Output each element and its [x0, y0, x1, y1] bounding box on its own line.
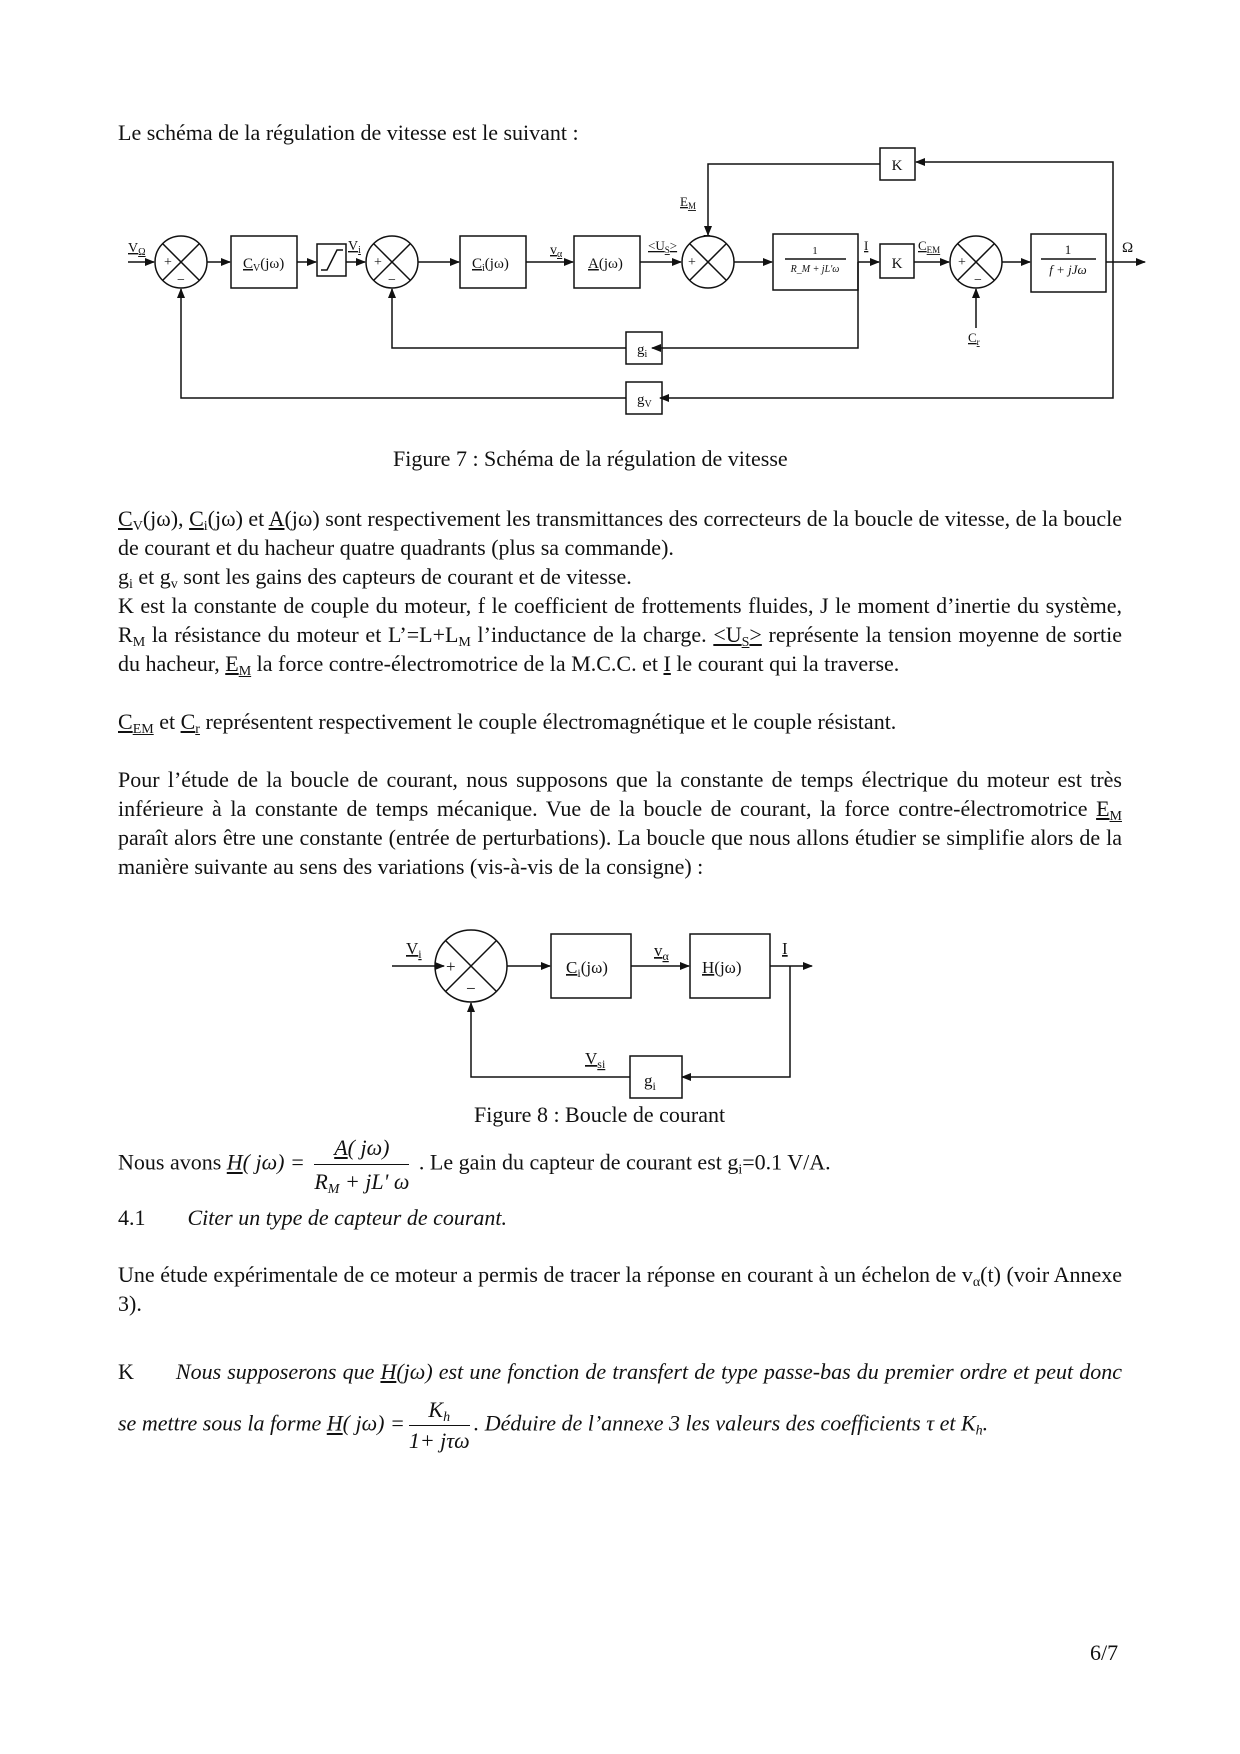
equation-h-definition: Nous avons H( jω) = $\frac{A( j\omega)}{R_M + jL' \omega}$ . Le gain du capteur de courant est $g_i=0.1$ V/A.: [118, 1135, 831, 1197]
fig8-summer: [435, 930, 507, 1002]
fig7-cr-label: $C_r$: [968, 330, 980, 347]
fig7-us-label: $<U_S>$: [648, 238, 678, 255]
k-feedback-label: K: [891, 158, 903, 174]
fig8-ci-label: $C_i(j\omega)$: [566, 958, 608, 980]
fig7-valpha-label: $v_\alpha$: [550, 243, 563, 260]
minus-sign: −: [974, 273, 982, 288]
fig7-cv-label: $C_V(j\omega)$: [243, 256, 285, 274]
ci-block: [460, 236, 526, 288]
minus-sign: −: [388, 273, 396, 288]
a-block: [574, 236, 640, 288]
fig7-omega-label: Ω: [1122, 240, 1134, 256]
fig8-gi-block: [630, 1056, 682, 1098]
paragraph-torques: $C_{EM}$ et $C_r$ représentent respectivement le couple électromagnétique et le couple résistant.: [118, 709, 897, 737]
k-feedback-block: [880, 148, 915, 180]
plus-sign: +: [446, 957, 456, 976]
fig7-em-label: $E_M$: [680, 194, 696, 211]
summer-speed: [155, 236, 207, 288]
fig7-input-label: $V_\Omega$: [128, 241, 146, 258]
eq2-fraction: $\frac{K_h}{\text{1+ jτω}}$: [408, 1397, 470, 1453]
elec-denominator: R_M + jL'ω: [790, 264, 840, 275]
plus-sign: +: [958, 255, 966, 270]
summer-current: [366, 236, 418, 288]
fig7-vi-label: $V_i$: [348, 239, 361, 256]
paragraph-current-loop-study: Pour l’étude de la boucle de courant, nous supposons que la constante de temps électrique du moteur est très inférieure à la constante de temps mécanique. Vue de la boucle de courant, la force contre-électromotrice $E_M$ paraît alors être une constante (entrée de perturbations). La boucle que nous allons étudier se simplifie alors de la manière suivante au sens des variations (vis-à-vis de la consigne) :: [118, 767, 1122, 879]
gi-label: $g_i$: [637, 342, 648, 360]
fig8-vsi-label: $V_{si}$: [585, 1049, 606, 1071]
plus-sign: +: [374, 255, 382, 270]
intro-text: Le schéma de la régulation de vitesse est le suivant :: [118, 120, 579, 145]
page-number: 6/7: [1090, 1640, 1119, 1665]
mechanical-block: [1031, 234, 1106, 292]
cv-block: [231, 236, 297, 288]
fig7-a-label: A(jω): [588, 256, 623, 272]
gi-block: [626, 332, 662, 364]
summer-emf: [682, 236, 734, 288]
fig8-h-label: H(jω): [702, 958, 742, 977]
gv-label: $g_V$: [637, 392, 652, 410]
mech-numerator: 1: [1064, 242, 1072, 257]
fig8-ci-block: [551, 934, 631, 998]
plus-sign: +: [688, 255, 696, 270]
mech-denominator: f + jJω: [1049, 262, 1087, 277]
fig8-h-block: [690, 934, 770, 998]
k-block-label: K: [891, 256, 903, 272]
minus-sign: −: [466, 979, 476, 998]
fig7-i-label: I: [864, 238, 869, 253]
paragraph-sensor-gains: $g_i$ et $g_v$ sont les gains des capteurs de courant et de vitesse.: [118, 564, 632, 592]
minus-sign: −: [703, 229, 711, 244]
paragraph-transmittances: $C_V(j\omega)$, $C_i(j\omega)$ et A(jω) sont respectivement les transmittances des correcteurs de la boucle de vitesse, de la boucle de courant et du hacheur quatre quadrants (plus sa commande).: [118, 506, 1122, 560]
fig7-ci-label: $C_i(j\omega)$: [472, 256, 509, 274]
fig7-cem-label: $C_{EM}$: [918, 238, 941, 255]
fig8-gi-label: $g_i$: [644, 1071, 656, 1093]
gv-block: [626, 382, 662, 414]
electrical-block: [773, 234, 858, 290]
saturation-block: [317, 244, 346, 276]
k-block: [880, 244, 914, 278]
fig8-valpha-label: $v_\alpha$: [654, 941, 669, 963]
fig8-i-label: I: [782, 939, 788, 958]
paragraph-motor-constants: K est la constante de couple du moteur, f le coefficient de frottements fluides, J le moment d’inertie du système, $R_M$ la résistance du moteur et $L’=L+L_M$ l’inductance de la charge. $<U_S>$ représente la tension moyenne de sortie du hacheur, $E_M$ la force contre-électromotrice de la M.C.C. et I le courant qui la traverse.: [118, 593, 1122, 679]
elec-numerator: 1: [812, 245, 818, 257]
summer-torque: [950, 236, 1002, 288]
figure-8-caption: Figure 8 : Boucle de courant: [474, 1102, 726, 1127]
fig8-vi-label: $V_i$: [406, 939, 422, 961]
paragraph-experimental-study: Une étude expérimentale de ce moteur a permis de tracer la réponse en courant à un échelon de $v_\alpha(t)$ (voir Annexe 3).: [118, 1262, 1123, 1316]
eq1-fraction: $\frac{A( j\omega)}{R_M + jL' \omega}$: [314, 1135, 410, 1197]
minus-sign: −: [177, 273, 185, 288]
plus-sign: +: [164, 255, 172, 270]
question-4-1: 4.1 Citer un type de capteur de courant.: [118, 1205, 508, 1230]
figure-7-caption: Figure 7 : Schéma de la régulation de vitesse: [393, 446, 788, 471]
question-4-2: K Nous supposerons que H(jω) est une fonction de transfert de type passe-bas du premier ordre et peut donc se mettre sous la forme H( jω) = $\frac{K_h}{\text{1+ jτω}}$ . Déduire de l’annexe 3 les valeurs des coefficients τ et $K_h$.: [118, 1359, 1122, 1453]
